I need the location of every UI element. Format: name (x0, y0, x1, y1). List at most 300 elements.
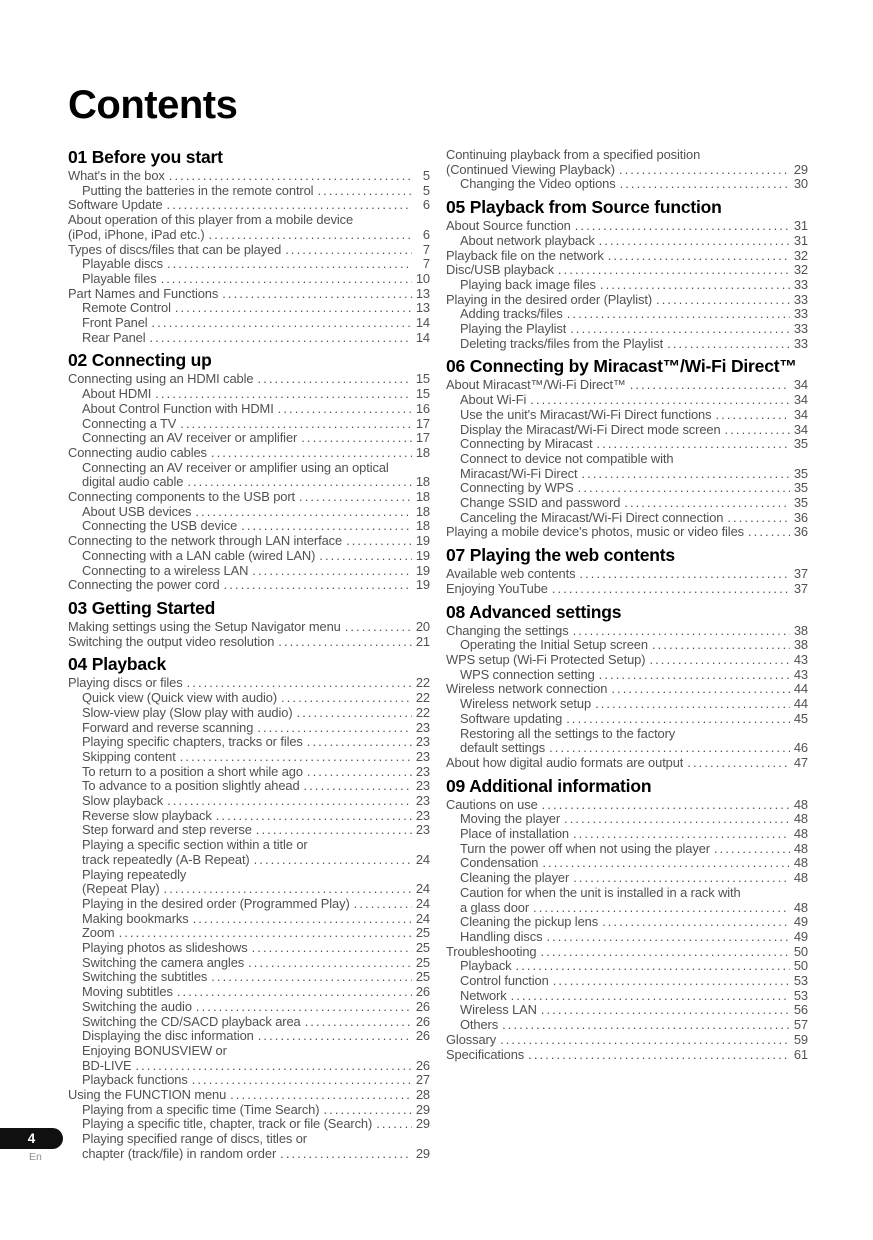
toc-entry (446, 638, 808, 653)
entry-text: Cleaning the pickup lens (460, 915, 599, 930)
dot-leader (192, 1073, 412, 1088)
dot-leader (278, 635, 412, 650)
dot-leader (595, 697, 790, 712)
dot-leader (549, 741, 790, 756)
section-heading: 09 Additional information (446, 775, 652, 796)
dot-leader (573, 827, 790, 842)
dot-leader (169, 169, 412, 184)
dot-leader (252, 564, 412, 579)
dot-leader (323, 1103, 412, 1118)
page-number: 14 (415, 315, 430, 331)
entry-text: Forward and reverse scanning (82, 720, 254, 735)
page-number: 25 (415, 969, 430, 985)
entry-text: Playing from a specific time (Time Search) (82, 1102, 320, 1117)
page-number: 43 (793, 666, 808, 682)
page-title: Contents (68, 83, 238, 127)
dot-leader (175, 301, 412, 316)
page-number: 33 (793, 291, 808, 307)
toc-entry (68, 228, 430, 243)
entry-text: Front Panel (82, 316, 148, 331)
toc-entry (446, 452, 808, 467)
entry-text: Moving subtitles (82, 985, 173, 1000)
toc-entry (68, 765, 430, 780)
toc-entry (446, 741, 808, 756)
entry-text: Playing a mobile device's photos, music or video files (446, 525, 744, 540)
toc-entry (68, 417, 430, 432)
toc-entry (68, 1088, 430, 1103)
page-number: 25 (415, 954, 430, 970)
page-number: 61 (793, 1046, 808, 1062)
entry-text: Change SSID and password (460, 496, 621, 511)
toc-entry (446, 871, 808, 886)
toc-section (68, 599, 430, 649)
entry-text: Switching the camera angles (82, 955, 245, 970)
entry-text: About Control Function with HDMI (82, 401, 274, 416)
page-content (68, 84, 808, 1162)
dot-leader (599, 668, 790, 683)
page-number: 26 (415, 998, 430, 1014)
page-number: 29 (793, 161, 808, 177)
section-heading: 01 Before you start (68, 147, 223, 167)
entry-text: About USB devices (82, 504, 192, 519)
toc-entry (446, 322, 808, 337)
toc-entry (68, 272, 430, 287)
dot-leader (180, 750, 412, 765)
toc-section (446, 777, 808, 1063)
entry-text: (Continued Viewing Playback) (446, 162, 615, 177)
dot-leader (281, 691, 412, 706)
toc-entry (68, 184, 430, 199)
toc-entry (446, 393, 808, 408)
page-number: 35 (793, 480, 808, 496)
section-heading: 07 Playing the web contents (446, 545, 675, 566)
toc-entry (68, 1044, 430, 1059)
page-number: 33 (793, 335, 808, 351)
dot-leader (564, 812, 790, 827)
page-number: 13 (415, 300, 430, 316)
toc-columns (68, 148, 808, 1162)
entry-text: (iPod, iPhone, iPad etc.) (68, 227, 205, 242)
entry-text: Place of installation (460, 827, 569, 842)
entry-text: Miracast/Wi-Fi Direct (460, 466, 578, 481)
entry-text: Slow-view play (Slow play with audio) (82, 705, 293, 720)
entry-text: About Miracast™/Wi-Fi Direct™ (446, 378, 626, 393)
dot-leader (211, 970, 412, 985)
dot-leader (600, 278, 790, 293)
page-number: 23 (415, 763, 430, 779)
toc-entry (446, 278, 808, 293)
entry-text: Changing the settings (446, 623, 569, 638)
entry-text: Playing discs or files (68, 676, 183, 691)
page-number: 23 (415, 719, 430, 735)
toc-entry (68, 1015, 430, 1030)
dot-leader (180, 417, 412, 432)
dot-leader (715, 408, 790, 423)
page-number: 35 (793, 465, 808, 481)
page-number: 53 (793, 987, 808, 1003)
toc-entry (68, 912, 430, 927)
toc-entry (68, 620, 430, 635)
toc-entry (446, 163, 808, 178)
dot-leader (714, 842, 790, 857)
toc-entry (446, 467, 808, 482)
toc-entry (68, 970, 430, 985)
entry-text: About network playback (460, 233, 595, 248)
dot-leader (209, 228, 412, 243)
entry-text: About how digital audio formats are output (446, 755, 684, 770)
page-number: 43 (793, 651, 808, 667)
toc-section (68, 655, 430, 1161)
page-number: 23 (415, 807, 430, 823)
toc-entry (446, 177, 808, 192)
dot-leader (579, 567, 790, 582)
page-number: 48 (793, 899, 808, 915)
dot-leader (167, 198, 412, 213)
entry-text: Software Update (68, 198, 163, 213)
toc-entry (446, 945, 808, 960)
entry-text: Condensation (460, 856, 539, 871)
dot-leader (573, 871, 790, 886)
dot-leader (528, 1048, 790, 1063)
entry-text: Restoring all the settings to the factory (460, 726, 676, 741)
page-number: 44 (793, 696, 808, 712)
page-number: 20 (415, 618, 430, 634)
dot-leader (573, 624, 790, 639)
page-number: 33 (793, 321, 808, 337)
toc-entry (446, 756, 808, 771)
entry-text: About operation of this player from a mobile device (68, 213, 354, 228)
entry-text: Others (460, 1018, 499, 1033)
entry-text: Connecting the power cord (68, 578, 220, 593)
toc-entry (446, 525, 808, 540)
toc-entry (68, 985, 430, 1000)
page-number: 5 (422, 168, 430, 183)
page-number: 22 (415, 675, 430, 691)
toc-entry (446, 263, 808, 278)
toc-entry (68, 897, 430, 912)
entry-text: digital audio cable (82, 475, 184, 490)
dot-leader (155, 387, 412, 402)
toc-entry (446, 1003, 808, 1018)
dot-leader (304, 779, 412, 794)
toc-entry (68, 549, 430, 564)
toc-entry (68, 809, 430, 824)
toc-entry (68, 635, 430, 650)
page-number: 5 (422, 182, 430, 198)
toc-entry (68, 868, 430, 883)
dot-leader (602, 915, 790, 930)
dot-leader (608, 249, 790, 264)
entry-text: Continuing playback from a specified position (446, 148, 701, 162)
page-number: 24 (415, 910, 430, 926)
toc-entry (68, 431, 430, 446)
page-number: 59 (793, 1031, 808, 1047)
page-number: 24 (415, 851, 430, 867)
dot-leader (652, 638, 790, 653)
entry-text: WPS setup (Wi-Fi Protected Setup) (446, 652, 646, 667)
toc-entry (446, 727, 808, 742)
page-number: 49 (793, 914, 808, 930)
dot-leader (307, 735, 412, 750)
entry-text: default settings (460, 741, 546, 756)
dot-leader (177, 985, 412, 1000)
dot-leader (230, 1088, 412, 1103)
dot-leader (620, 177, 790, 192)
dot-leader (299, 490, 412, 505)
dot-leader (119, 926, 412, 941)
toc-entry (446, 249, 808, 264)
toc-entry (446, 915, 808, 930)
toc-entry (68, 372, 430, 387)
dot-leader (167, 257, 412, 272)
page-number: 56 (793, 1002, 808, 1018)
toc-entry (68, 956, 430, 971)
toc-entry (68, 676, 430, 691)
page-number: 16 (415, 400, 430, 416)
page-number: 19 (415, 547, 430, 563)
toc-entry (446, 148, 808, 163)
dot-leader (575, 219, 790, 234)
page-number: 14 (415, 329, 430, 345)
page-number: 33 (793, 306, 808, 322)
dot-leader (542, 798, 790, 813)
toc-entry (68, 1059, 430, 1074)
dot-leader (649, 653, 790, 668)
entry-text: Switching the CD/SACD playback area (82, 1014, 301, 1029)
entry-text: Connecting using an HDMI cable (68, 372, 254, 387)
dot-leader (241, 519, 412, 534)
page-number: 24 (415, 895, 430, 911)
dot-leader (193, 912, 412, 927)
entry-text: Types of discs/files that can be played (68, 242, 282, 257)
entry-text: Connecting audio cables (68, 445, 207, 460)
entry-text: Troubleshooting (446, 944, 537, 959)
page-number: 22 (415, 704, 430, 720)
toc-entry (68, 706, 430, 721)
entry-text: Handling discs (460, 929, 543, 944)
toc-entry (446, 930, 808, 945)
page-number: 19 (415, 562, 430, 578)
toc-entry (68, 257, 430, 272)
entry-text: chapter (track/file) in random order (82, 1146, 277, 1161)
entry-text: Connecting by Miracast (460, 437, 593, 452)
dot-leader (285, 243, 412, 258)
toc-entry (446, 886, 808, 901)
toc-entry (446, 856, 808, 871)
toc-entry (446, 812, 808, 827)
toc-section (68, 351, 430, 593)
dot-leader (150, 331, 413, 346)
dot-leader (152, 316, 412, 331)
toc-entry (446, 682, 808, 697)
toc-entry (68, 402, 430, 417)
toc-entry (68, 198, 430, 213)
dot-leader (656, 293, 790, 308)
entry-text: Operating the Initial Setup screen (460, 638, 648, 653)
entry-text: Zoom (82, 926, 115, 941)
entry-text: Playback (460, 959, 512, 974)
entry-text: Remote Control (82, 301, 171, 316)
toc-entry (446, 624, 808, 639)
dot-leader (164, 882, 412, 897)
toc-entry (68, 1132, 430, 1147)
toc-entry (68, 1000, 430, 1015)
toc-entry (446, 234, 808, 249)
dot-leader (305, 1015, 412, 1030)
toc-column-left (68, 148, 430, 1162)
entry-text: Connecting an AV receiver or amplifier using an optical (82, 460, 389, 475)
toc-section (68, 148, 430, 345)
dot-leader (135, 1059, 412, 1074)
toc-section (446, 546, 808, 596)
toc-entry (68, 301, 430, 316)
dot-leader (317, 184, 412, 199)
entry-text: To advance to a position slightly ahead (82, 779, 300, 794)
page-number: 23 (415, 778, 430, 794)
page-number: 26 (415, 1013, 430, 1029)
toc-entry (446, 989, 808, 1004)
toc-entry (446, 511, 808, 526)
toc-entry (68, 490, 430, 505)
entry-text: About Wi-Fi (460, 393, 527, 408)
page-number: 35 (793, 495, 808, 511)
toc-entry (68, 519, 430, 534)
page-number: 25 (415, 940, 430, 956)
toc-entry (68, 853, 430, 868)
toc-entry (68, 475, 430, 490)
toc-entry (446, 437, 808, 452)
toc-entry (68, 287, 430, 302)
page-number: 34 (793, 392, 808, 408)
entry-text: Use the unit's Miracast/Wi-Fi Direct functions (460, 407, 712, 422)
entry-text: Playback functions (82, 1073, 188, 1088)
entry-text: Playing photos as slideshows (82, 941, 248, 956)
page-number: 18 (415, 474, 430, 490)
entry-text: Playing a specific section within a title or (82, 838, 308, 853)
entry-text: track repeatedly (A-B Repeat) (82, 852, 250, 867)
toc-entry (446, 959, 808, 974)
page-number: 32 (793, 247, 808, 263)
page-number: 28 (415, 1087, 430, 1103)
entry-text: Turn the power off when not using the player (460, 841, 710, 856)
toc-entry (68, 169, 430, 184)
dot-leader (278, 402, 412, 417)
dot-leader (567, 307, 790, 322)
dot-leader (748, 525, 790, 540)
toc-entry (446, 974, 808, 989)
entry-text: Cleaning the player (460, 871, 570, 886)
dot-leader (578, 481, 790, 496)
entry-text: Connecting the USB device (82, 519, 238, 534)
toc-entry (446, 423, 808, 438)
entry-text: Playback file on the network (446, 248, 604, 263)
toc-entry (446, 582, 808, 597)
dot-leader (533, 901, 790, 916)
entry-text: Caution for when the unit is installed in a rack with (460, 885, 741, 900)
dot-leader (566, 712, 790, 727)
entry-text: Cautions on use (446, 797, 538, 812)
entry-text: Playing in the desired order (Playlist) (446, 292, 653, 307)
entry-text: About Source function (446, 219, 571, 234)
page-number: 26 (415, 1028, 430, 1044)
page-number: 18 (415, 503, 430, 519)
section-heading: 04 Playback (68, 654, 167, 675)
entry-text: Playing specified range of discs, titles or (82, 1132, 307, 1147)
dot-leader (187, 676, 412, 691)
dot-leader (630, 378, 790, 393)
toc-entry (68, 1073, 430, 1088)
page-number: 57 (793, 1017, 808, 1033)
page-number: 17 (415, 415, 430, 431)
page-number: 19 (415, 577, 430, 593)
dot-leader (297, 706, 412, 721)
entry-text: Playing a specific title, chapter, track or file (Search) (82, 1117, 373, 1132)
toc-entry (446, 668, 808, 683)
entry-text: Connecting components to the USB port (68, 490, 296, 505)
dot-leader (727, 511, 790, 526)
section-heading: 03 Getting Started (68, 597, 216, 618)
toc-entry (446, 827, 808, 842)
dot-leader (354, 897, 412, 912)
entry-text: Adding tracks/files (460, 307, 563, 322)
page-number: 18 (415, 489, 430, 505)
section-heading: 08 Advanced settings (446, 601, 622, 622)
section-heading: 02 Connecting up (68, 350, 212, 371)
toc-entry (68, 838, 430, 853)
page-number: 23 (415, 822, 430, 838)
entry-text: Glossary (446, 1032, 497, 1047)
toc-entry (68, 1147, 430, 1162)
page-number: 48 (793, 826, 808, 842)
entry-text: To return to a position a short while ago (82, 764, 303, 779)
toc-entry (68, 1029, 430, 1044)
dot-leader (301, 431, 412, 446)
entry-text: Step forward and step reverse (82, 823, 252, 838)
entry-text: Wireless network setup (460, 697, 592, 712)
entry-text: Putting the batteries in the remote control (82, 183, 314, 198)
entry-text: Playing specific chapters, tracks or files (82, 735, 303, 750)
dot-leader (224, 578, 412, 593)
toc-entry (68, 446, 430, 461)
page-number: 36 (793, 509, 808, 525)
entry-text: Connect to device not compatible with (460, 451, 674, 466)
page-number: 29 (415, 1145, 430, 1161)
entry-text: Wireless network connection (446, 682, 608, 697)
page-number: 18 (415, 444, 430, 460)
dot-leader (258, 1029, 412, 1044)
page-number: 46 (793, 740, 808, 756)
page-number-badge (0, 1128, 63, 1149)
entry-text: (Repeat Play) (82, 882, 160, 897)
page-number: 50 (793, 958, 808, 974)
entry-text: Canceling the Miracast/Wi-Fi Direct connection (460, 510, 724, 525)
toc-entry (68, 794, 430, 809)
dot-leader (552, 582, 790, 597)
dot-leader (611, 682, 790, 697)
page-number: 30 (793, 176, 808, 192)
entry-text: Changing the Video options (460, 177, 616, 192)
page-number: 15 (415, 371, 430, 387)
page-number: 6 (422, 226, 430, 242)
section-heading: 06 Connecting by Miracast™/Wi-Fi Direct™ (446, 356, 797, 377)
page-number: 34 (793, 406, 808, 422)
page-number: 48 (793, 855, 808, 871)
toc-entry (68, 721, 430, 736)
page-number: 38 (793, 622, 808, 638)
page-number: 48 (793, 796, 808, 812)
dot-leader (254, 853, 412, 868)
dot-leader (599, 234, 790, 249)
